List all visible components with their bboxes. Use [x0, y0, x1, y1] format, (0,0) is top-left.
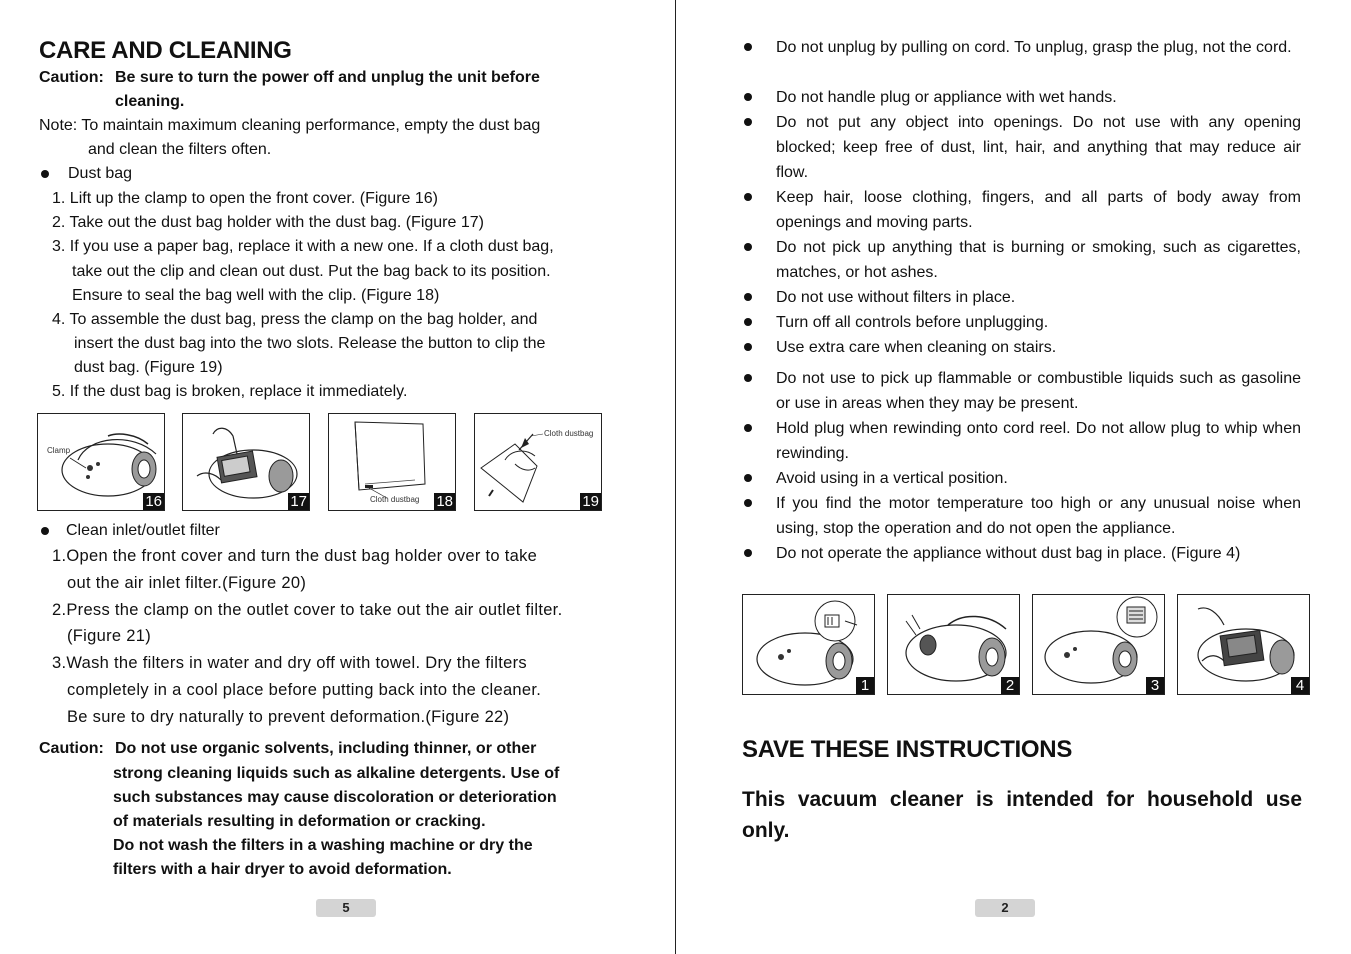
bullet-dot	[744, 193, 752, 201]
figure-17	[182, 413, 310, 511]
figure-1	[742, 594, 875, 695]
figure-number: 17	[290, 493, 307, 510]
dust-bag-step: dust bag. (Figure 19)	[74, 359, 223, 376]
safety-bullet: Turn off all controls before unplugging.	[776, 314, 1049, 331]
bullet-dot	[744, 93, 752, 101]
caution-text-line2: cleaning.	[115, 93, 185, 110]
safety-bullet: Do not unplug by pulling on cord. To unplug, grasp the plug, not the cord.	[776, 39, 1292, 56]
vacuum-illustration	[1178, 595, 1309, 694]
filter-line: 1.Open the front cover and turn the dust bag holder over to take	[52, 547, 538, 565]
caution-text-line: of materials resulting in deformation or cracking.	[113, 813, 486, 830]
safety-bullet: Do not put any object into openings. Do not use with any opening blocked; keep free of dust, lint, hair, and anything that may reduce air flow.	[776, 114, 1301, 181]
figure-label: Clamp	[47, 446, 71, 455]
figure-number: 18	[436, 493, 453, 510]
note-line2: and clean the filters often.	[88, 141, 272, 158]
figure-2	[887, 594, 1020, 695]
vacuum-illustration	[888, 595, 1019, 694]
right-page	[676, 0, 1351, 954]
filter-line: completely in a cool place before putting back into the cleaner.	[67, 681, 542, 699]
note-line1: Note: To maintain maximum cleaning performance, empty the dust bag	[39, 117, 541, 134]
safety-bullet: Use extra care when cleaning on stairs.	[776, 339, 1057, 356]
dust-bag-step: take out the clip and clean out dust. Put the bag back to its position.	[72, 263, 551, 280]
page-title: CARE AND CLEANING	[39, 37, 292, 64]
caution-label: Caution:	[39, 69, 104, 86]
bullet-dot	[744, 43, 752, 51]
figure-number: 3	[1146, 677, 1164, 694]
left-page	[0, 0, 675, 954]
caution-text-line: filters with a hair dryer to avoid deformation.	[113, 861, 452, 878]
safety-bullet: If you find the motor temperature too high or any unusual noise when using, stop the operation and do not open the appliance.	[776, 495, 1301, 537]
page-number: 2	[975, 899, 1035, 917]
bullet-dot	[744, 243, 752, 251]
filter-line: Be sure to dry naturally to prevent deformation.(Figure 22)	[67, 708, 510, 726]
safety-bullet: Keep hair, loose clothing, fingers, and all parts of body away from openings and moving parts.	[776, 189, 1301, 231]
bullet-dot	[744, 499, 752, 507]
figure-3	[1032, 594, 1165, 695]
figure-18	[328, 413, 456, 511]
filter-line: (Figure 21)	[67, 627, 151, 645]
figure-number: 1	[856, 677, 874, 694]
dust-bag-step: 4. To assemble the dust bag, press the clamp on the bag holder, and	[52, 311, 538, 328]
bullet-dot	[744, 343, 752, 351]
caution-text-line: strong cleaning liquids such as alkaline detergents. Use of	[113, 765, 560, 782]
safety-bullet: Do not handle plug or appliance with wet hands.	[776, 89, 1117, 106]
caution-text-line1: Be sure to turn the power off and unplug the unit before	[115, 69, 540, 86]
filter-line: 2.Press the clamp on the outlet cover to take out the air outlet filter.	[52, 601, 563, 619]
dust-bag-heading: Dust bag	[68, 165, 133, 182]
figure-number: 2	[1001, 677, 1019, 694]
safety-bullet: Do not operate the appliance without dust bag in place. (Figure 4)	[776, 545, 1241, 562]
figure-16	[37, 413, 165, 511]
bullet-dot	[744, 318, 752, 326]
safety-bullet: Do not pick up anything that is burning or smoking, such as cigarettes, matches, or hot ashes.	[776, 239, 1301, 281]
caution-label: Caution:	[39, 740, 104, 757]
figure-number: 16	[145, 493, 162, 510]
bullet-dot	[744, 424, 752, 432]
save-instructions-title: SAVE THESE INSTRUCTIONS	[742, 736, 1073, 763]
dust-bag-step: 2. Take out the dust bag holder with the dust bag. (Figure 17)	[52, 214, 484, 231]
dust-bag-step: 1. Lift up the clamp to open the front cover. (Figure 16)	[52, 190, 438, 207]
safety-bullet: Do not use to pick up flammable or combustible liquids such as gasoline or use in areas when they may be present.	[776, 370, 1301, 412]
figure-4	[1177, 594, 1310, 695]
bullet-dot	[744, 374, 752, 382]
dust-bag-step: Ensure to seal the bag well with the clip. (Figure 18)	[72, 287, 440, 304]
filter-line: out the air inlet filter.(Figure 20)	[67, 574, 307, 592]
figure-19	[474, 413, 602, 511]
bullet-dot	[744, 474, 752, 482]
figure-label: Cloth dustbag	[544, 429, 594, 438]
bullet-dot	[744, 118, 752, 126]
vacuum-illustration	[1033, 595, 1164, 694]
safety-bullet: Do not use without filters in place.	[776, 289, 1016, 306]
filter-line: 3.Wash the filters in water and dry off with towel. Dry the filters	[52, 654, 527, 672]
safety-bullet: Hold plug when rewinding onto cord reel. Do not allow plug to whip when rewinding.	[776, 420, 1301, 462]
bullet-dot	[744, 293, 752, 301]
dust-bag-step: 5. If the dust bag is broken, replace it immediately.	[52, 383, 408, 400]
caution-text-line: such substances may cause discoloration or deterioration	[113, 789, 557, 806]
bullet-dot	[41, 170, 49, 178]
caution-text-line: Do not wash the filters in a washing machine or dry the	[113, 837, 533, 854]
bullet-dot	[41, 527, 49, 535]
filter-heading: Clean inlet/outlet filter	[66, 522, 220, 539]
figure-label: Cloth dustbag	[370, 495, 420, 504]
figure-number: 4	[1291, 677, 1309, 694]
vacuum-illustration	[743, 595, 874, 694]
dust-bag-step: 3. If you use a paper bag, replace it with a new one. If a cloth dust bag,	[52, 238, 554, 255]
bullet-dot	[744, 549, 752, 557]
household-use-notice: This vacuum cleaner is intended for household use only.	[742, 788, 1302, 842]
safety-bullet: Avoid using in a vertical position.	[776, 470, 1008, 487]
dust-bag-step: insert the dust bag into the two slots. Release the button to clip the	[74, 335, 546, 352]
caution-text-line1: Do not use organic solvents, including thinner, or other	[115, 740, 537, 757]
figure-number: 19	[582, 493, 599, 510]
page-number: 5	[316, 899, 376, 917]
